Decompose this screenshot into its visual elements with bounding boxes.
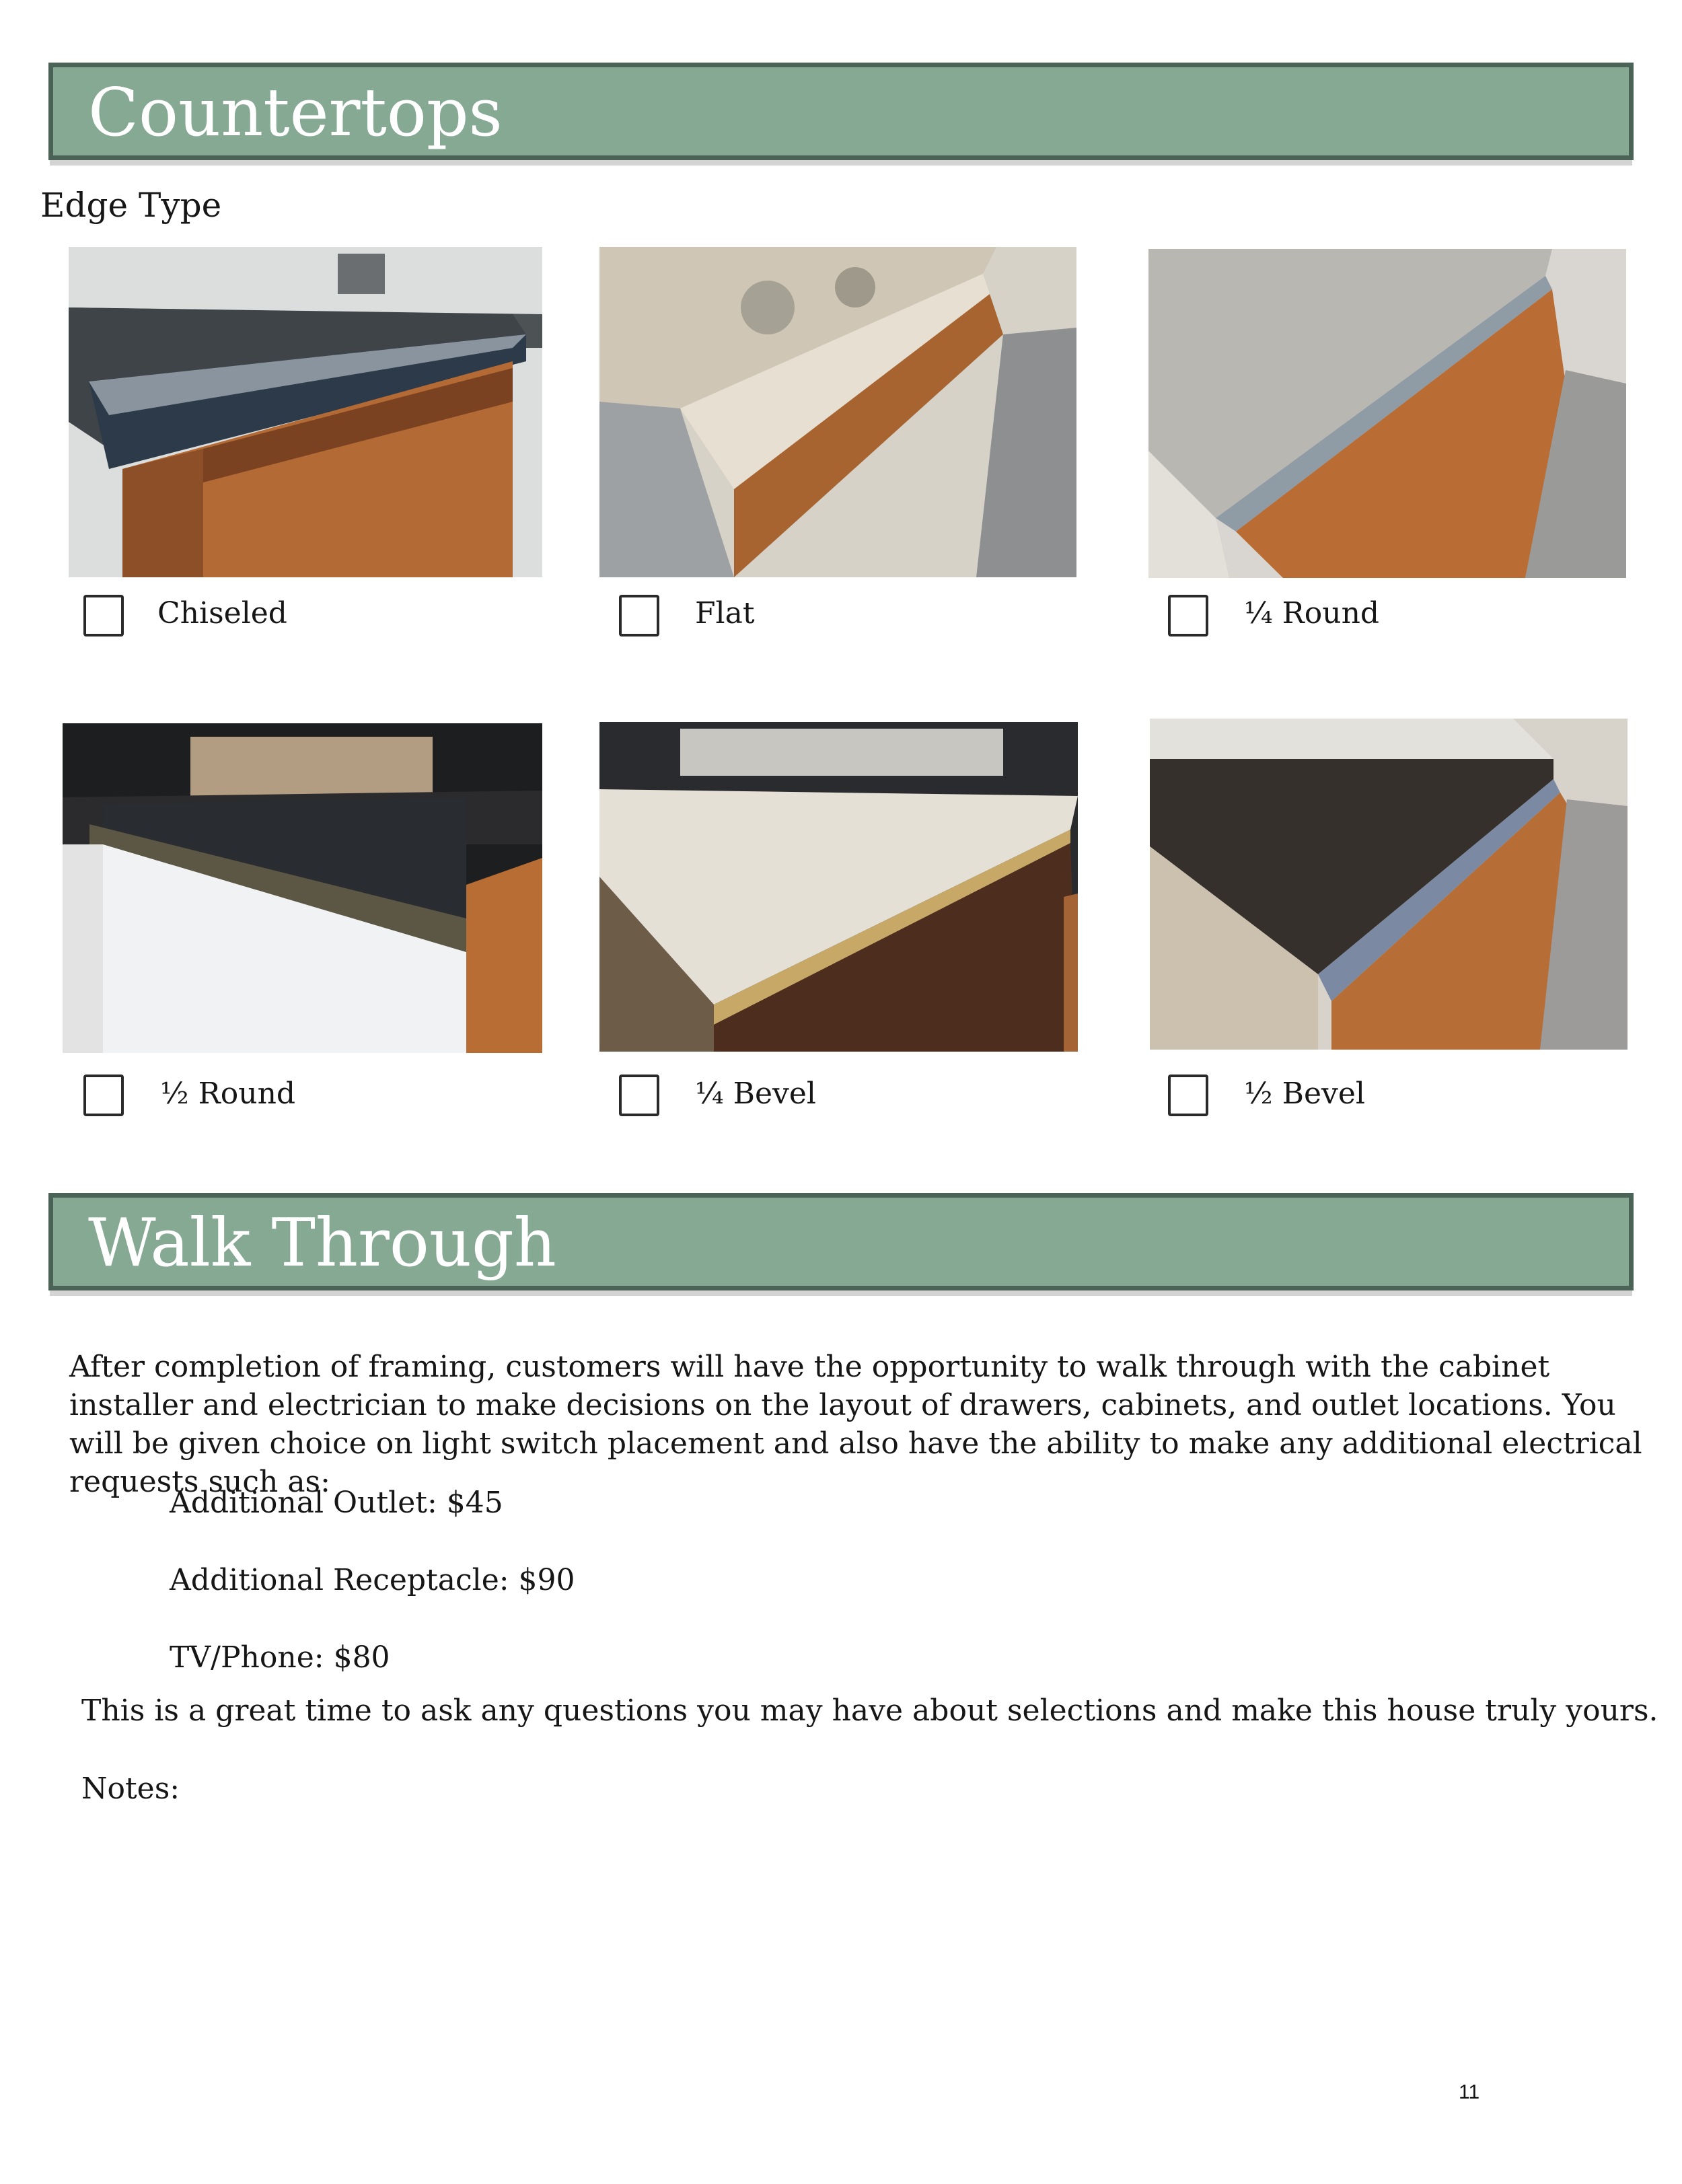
half-round-edge-photo [63, 723, 542, 1053]
chiseled-checkbox[interactable] [83, 595, 124, 636]
chiseled-edge-photo [69, 247, 542, 577]
section-banner-walk-through [48, 1193, 1634, 1290]
quarter-bevel-edge-photo [599, 722, 1078, 1052]
edge-type-heading: Edge Type [40, 186, 222, 225]
quarter-round-label: ¼ Round [1244, 596, 1380, 630]
price-tv-phone: TV/Phone: $80 [170, 1640, 390, 1675]
half-round-checkbox[interactable] [83, 1075, 124, 1116]
half-bevel-label: ½ Bevel [1244, 1077, 1365, 1111]
section-title: Walk Through [88, 1205, 556, 1282]
price-additional-receptacle: Additional Receptacle: $90 [170, 1563, 575, 1597]
flat-checkbox[interactable] [619, 595, 659, 636]
half-bevel-checkbox[interactable] [1168, 1075, 1208, 1116]
chiseled-label: Chiseled [157, 596, 287, 630]
flat-edge-photo [599, 247, 1076, 577]
walk-through-paragraph: After completion of framing, customers will have the opportunity to walk through with the cabinet installer and electrician to make decisions on the layout of drawers, cabinets, and outlet locations. You will be given choice on light switch placement and also have the ability to make any additional electrical requests such as: [69, 1350, 1642, 1499]
section-title: Countertops [88, 75, 503, 151]
section-banner-countertops [48, 63, 1634, 160]
quarter-bevel-checkbox[interactable] [619, 1075, 659, 1116]
quarter-round-checkbox[interactable] [1168, 595, 1208, 636]
price-additional-outlet: Additional Outlet: $45 [170, 1486, 503, 1520]
closing-sentence: This is a great time to ask any questions you may have about selections and make this house truly yours. [81, 1694, 1658, 1728]
half-round-label: ½ Round [160, 1077, 296, 1111]
flat-label: Flat [695, 596, 755, 630]
quarter-round-edge-photo [1148, 249, 1626, 578]
half-bevel-edge-photo [1150, 719, 1628, 1050]
page-number: 11 [1459, 2081, 1480, 2103]
notes-label: Notes: [81, 1772, 180, 1806]
quarter-bevel-label: ¼ Bevel [695, 1077, 816, 1111]
